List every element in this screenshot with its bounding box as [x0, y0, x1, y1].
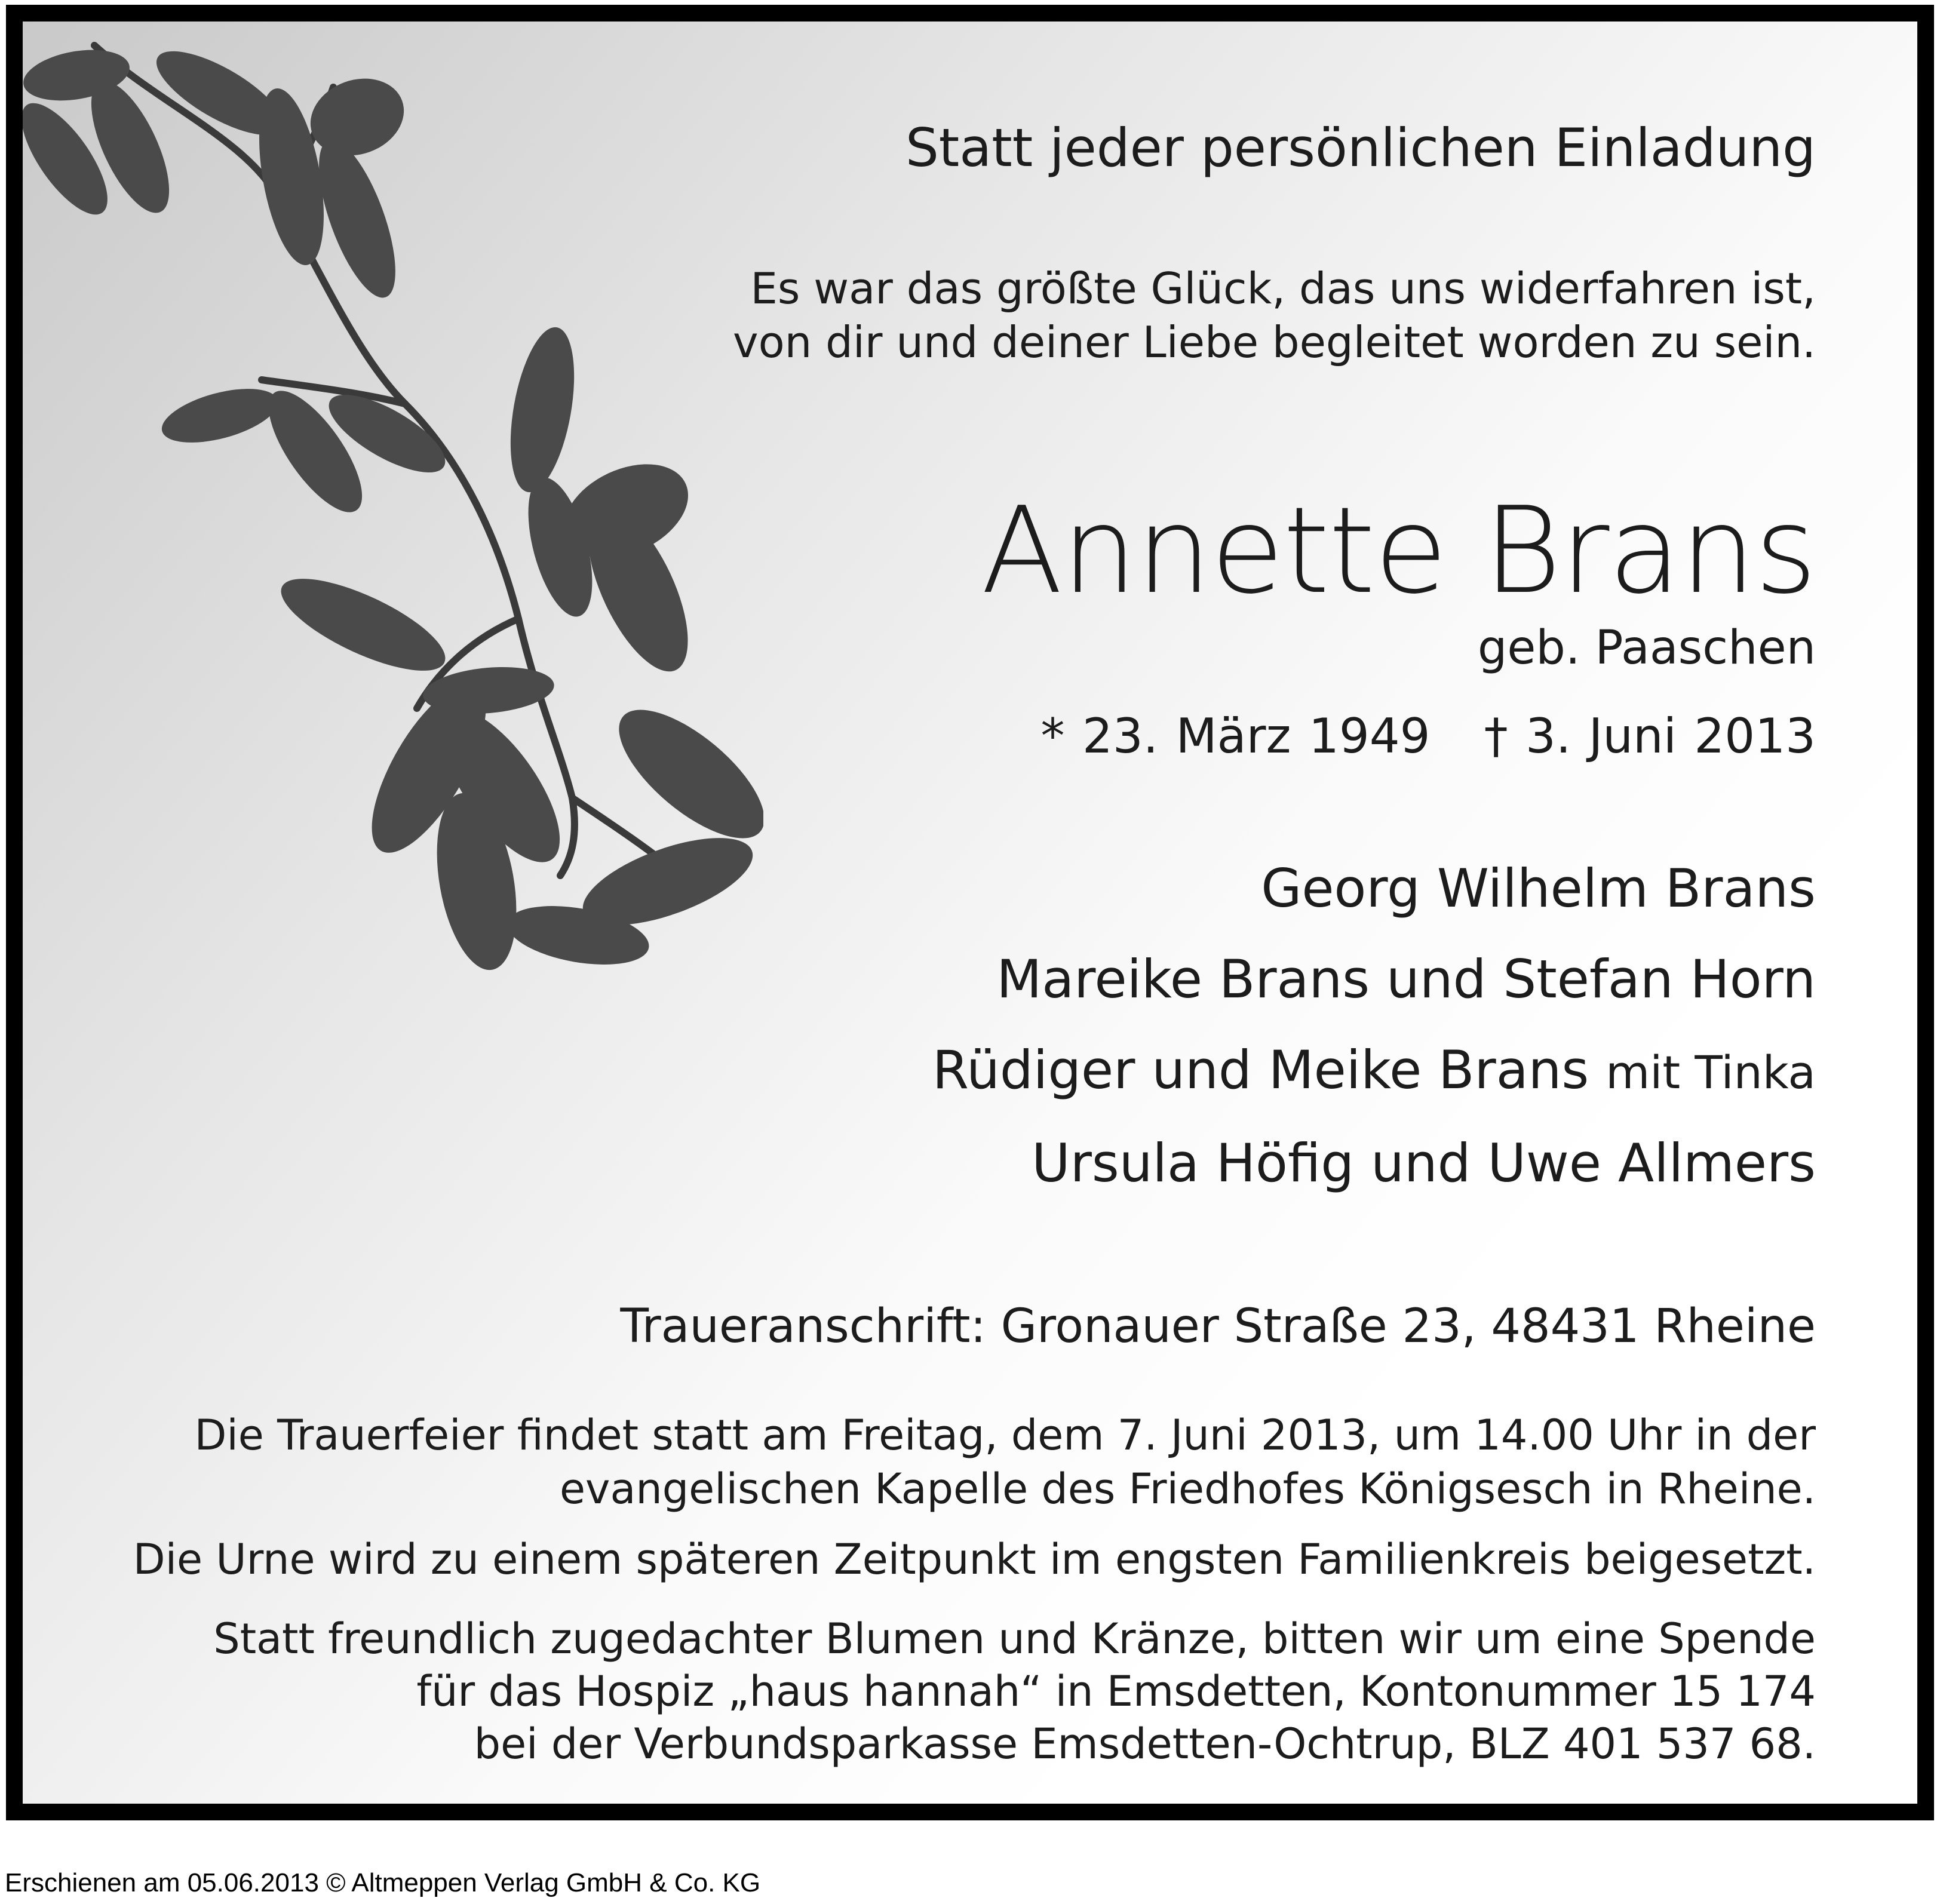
life-dates	[1041, 708, 1816, 764]
vine-branch-illustration	[23, 22, 763, 1037]
ceremony-line: evangelischen Kapelle des Friedhofes Königsesch in Rheine.	[559, 1464, 1816, 1513]
mourner-entry	[932, 1025, 1816, 1118]
birth-date: * 23. März 1949	[1040, 708, 1431, 764]
ceremony-info	[194, 1408, 1816, 1516]
mourning-address: Traueranschrift: Gronauer Straße 23, 48431 Rheine	[620, 1300, 1816, 1353]
mourner-name: Rüdiger und Meike Brans	[932, 1039, 1589, 1101]
mourner-entry	[932, 1118, 1816, 1209]
urn-info: Die Urne wird zu einem späteren Zeitpunkt im engsten Familienkreis beigesetzt.	[133, 1535, 1816, 1584]
donation-line: bei der Verbundsparkasse Emsdetten-Ochtrup, BLZ 401 537 68.	[474, 1719, 1816, 1768]
ceremony-line: Die Trauerfeier findet statt am Freitag, dem 7. Juni 2013, um 14.00 Uhr in der	[194, 1411, 1816, 1460]
publication-footer: Erschienen am 05.06.2013 © Altmeppen Verlag GmbH & Co. KG	[5, 1868, 761, 1897]
death-date: † 3. Juni 2013	[1484, 708, 1816, 764]
quote-line: Es war das größte Glück, das uns widerfahren ist,	[750, 263, 1816, 314]
mourner-entry	[932, 934, 1816, 1025]
mourner-suffix: mit Tinka	[1606, 1046, 1816, 1099]
memorial-quote	[733, 262, 1816, 369]
donation-line: Statt freundlich zugedachter Blumen und Kränze, bitten wir um eine Spende	[213, 1614, 1816, 1663]
mourners-list	[932, 843, 1816, 1209]
donation-line: für das Hospiz „haus hannah“ in Emsdetten, Kontonummer 15 174	[416, 1667, 1816, 1716]
mourner-name: Georg Wilhelm Brans	[1261, 858, 1816, 919]
maiden-name: geb. Paaschen	[1477, 621, 1816, 675]
mourner-name: Ursula Höfig und Uwe Allmers	[1032, 1132, 1816, 1194]
donation-info	[213, 1613, 1816, 1770]
quote-line: von dir und deiner Liebe begleitet worden zu sein.	[732, 317, 1816, 367]
deceased-name: Annette Brans	[981, 481, 1816, 621]
mourner-entry	[932, 843, 1816, 934]
mourner-name: Mareike Brans und Stefan Horn	[996, 948, 1816, 1010]
invitation-line: Statt jeder persönlichen Einladung	[905, 117, 1816, 179]
obituary-notice	[6, 5, 1934, 1820]
